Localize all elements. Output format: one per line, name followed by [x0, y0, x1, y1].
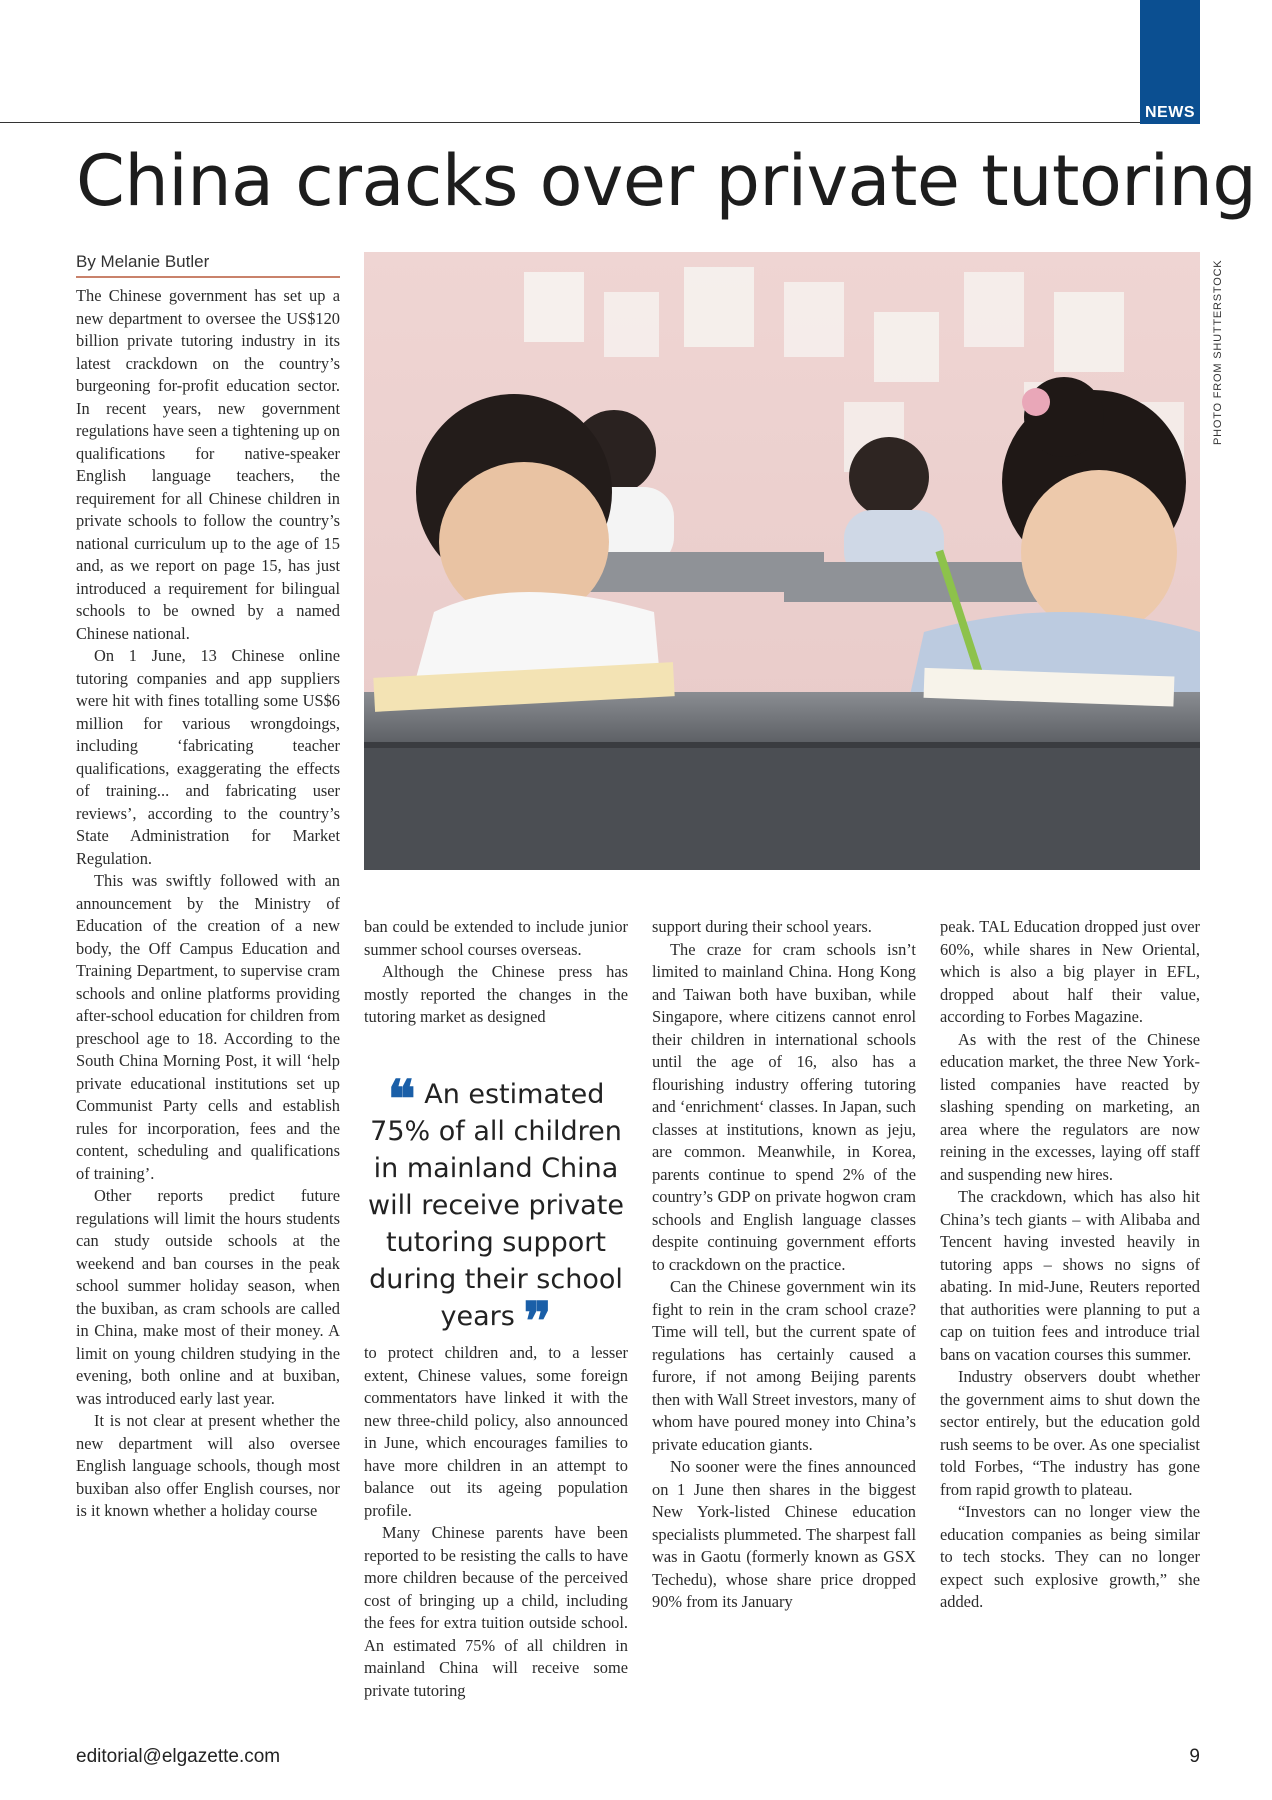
- paragraph: It is not clear at present whether the new department will also oversee English language schools, though most buxiban also offer English courses, nor is it known whether a holiday course: [76, 1411, 340, 1520]
- paragraph: The crackdown, which has also hit China’s tech giants – with Alibaba and Tencent having invested heavily in tutoring apps – shows no signs of abating. In mid-June, Reuters reported that authorities were planning to put a cap on tuition fees and introduce trial bans on vacation courses this summer.: [940, 1187, 1200, 1364]
- article-column-1: [76, 285, 340, 1735]
- paragraph: The Chinese government has set up a new department to oversee the US$120 billion private tutoring industry in its latest crackdown on the country’s burgeoning for-profit education sector. In recent years, new government regulations have seen a tightening up on qualifications for native-speaker English language teachers, the requirement for all Chinese children in private schools to follow the country’s national curriculum up to the age of 15 and, as we report on page 15, has just introduced a requirement for bilingual schools to be owned by a named Chinese national.: [76, 286, 340, 643]
- section-tab-label: NEWS: [1145, 104, 1195, 121]
- footer-email[interactable]: editorial@elgazette.com: [76, 1746, 281, 1767]
- article-column-2-bottom: [364, 1342, 628, 1737]
- pull-quote: [364, 1069, 628, 1352]
- paragraph: Industry observers doubt whether the government aims to shut down the sector entirely, but the education gold rush seems to be over. As one specialist told Forbes, “The industry has gone from rapid growth to plateau.: [940, 1367, 1200, 1499]
- open-quote-icon: ❝: [387, 1069, 416, 1130]
- paragraph: peak. TAL Education dropped just over 60%, while shares in New Oriental, which is also a big player in EFL, dropped about half their value, according to Forbes Magazine.: [940, 917, 1200, 1026]
- paragraph: No sooner were the fines announced on 1 June then shares in the biggest New York-listed Chinese education specialists plummeted. The sharpest fall was in Gaotu (formerly known as GSX Techedu), whose share price dropped 90% from its January: [652, 1457, 916, 1611]
- headline: China cracks over private tutoring: [76, 140, 1257, 222]
- paragraph: support during their school years.: [652, 917, 872, 936]
- article-column-4: [940, 916, 1200, 1736]
- header-rule: [0, 122, 1140, 123]
- paragraph: The craze for cram schools isn’t limited to mainland China. Hong Kong and Taiwan both have buxiban, while Singapore, where citizens cannot enrol their children in international schools until the age of 16, also has a flourishing industry offering tutoring and ‘enrichment‘ classes. In Japan, such classes at institutions, known as jeju, are common. Meanwhile, in Korea, parents continue to spend 2% of the country’s GDP on private hogwon cram schools and English language classes despite continuing government efforts to crackdown on the practice.: [652, 939, 916, 1274]
- article-column-3: [652, 916, 916, 1736]
- paragraph: Other reports predict future regulations will limit the hours students can study outside schools at the weekend and ban courses in the peak school summer holiday season, when the buxiban, as cram schools are called in China, make most of their money. A limit on young children studying in the evening, both online and at buxiban, was introduced early last year.: [76, 1186, 340, 1408]
- paragraph: On 1 June, 13 Chinese online tutoring companies and app suppliers were hit with fines totalling some US$6 million for various wrongdoings, including ‘fabricating teacher qualifications, exaggerating the effects of training... and fabricating user reviews’, according to the country’s State Administration for Market Regulation.: [76, 646, 340, 868]
- pull-quote-text: An estimated 75% of all children in mainland China will receive private tutoring support during their school years: [368, 1079, 624, 1332]
- article-column-2-top: [364, 916, 628, 1076]
- paragraph: As with the rest of the Chinese education market, the three New York-listed companies have reacted by slashing spending on marketing, an area where the regulators are now reining in the excesses, laying off staff and suspending new hires.: [940, 1029, 1200, 1184]
- paragraph: to protect children and, to a lesser extent, Chinese values, some foreign commentators have linked it with the new three-child policy, also announced in June, which encourages families to have more children in an attempt to balance out its ageing population profile.: [364, 1343, 628, 1520]
- paragraph: Many Chinese parents have been reported to be resisting the calls to have more children because of the perceived cost of bringing up a child, including the fees for extra tuition outside school. An estimated 75% of all children in mainland China will receive some private tutoring: [364, 1523, 628, 1700]
- paragraph: This was swiftly followed with an announcement by the Ministry of Education of the creation of a new body, the Off Campus Education and Training Department, to supervise cram schools and online platforms providing after-school education for children from preschool age to 18. According to the South China Morning Post, it will ‘help private educational institutions set up Communist Party cells and establish rules for incorporation, fees and the content, scheduling and qualifications of training’.: [76, 871, 340, 1183]
- page-number: 9: [1189, 1746, 1200, 1767]
- byline: By Melanie Butler: [76, 252, 340, 278]
- paragraph: Although the Chinese press has mostly reported the changes in the tutoring market as designed: [364, 962, 628, 1026]
- paragraph: Can the Chinese government win its fight to rein in the cram school craze? Time will tell, but the current spate of regulations has certainly caused a furore, if not among Beijing parents then with Wall Street investors, many of whom have poured money into China’s private education giants.: [652, 1277, 916, 1454]
- classroom-illustration: [364, 252, 1200, 870]
- paragraph: ban could be extended to include junior summer school courses overseas.: [364, 917, 628, 959]
- classroom-photo: [364, 252, 1200, 870]
- photo-credit: PHOTO FROM SHUTTERSTOCK: [1212, 259, 1224, 445]
- section-tab: [1140, 0, 1200, 124]
- paragraph: “Investors can no longer view the education companies as being similar to tech stocks. They can no longer expect such explosive growth,” she added.: [940, 1502, 1200, 1611]
- close-quote-icon: ❞: [523, 1291, 552, 1352]
